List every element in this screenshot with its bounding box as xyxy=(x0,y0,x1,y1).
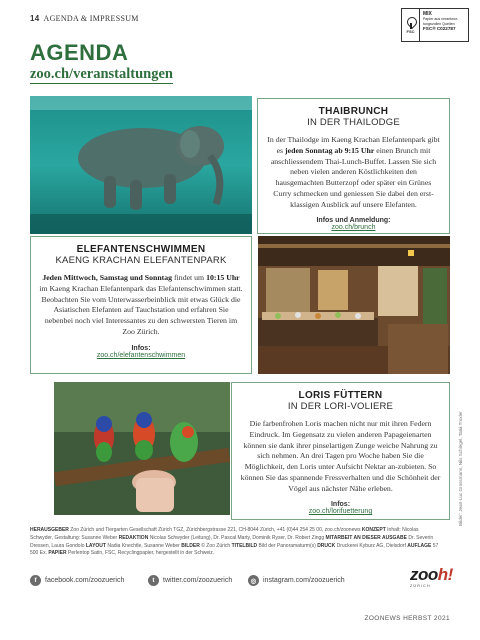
loris-card xyxy=(231,382,450,520)
fsc-mix: MIX xyxy=(423,11,432,17)
footer-issue: ZOONEWS HERBST 2021 xyxy=(364,615,450,622)
zoo-zurich-logo: zooh! ZÜRICH xyxy=(410,565,453,588)
facebook-icon: f xyxy=(30,575,41,586)
elefanten-text: Jeden Mittwoch, Samstag und Sonntag findet um 10:15 Uhr im Kaeng Krachan Elefantenpark das Elefantenschwimmen statt. Beobachten Sie vom Unterwasserbeinblick mit etwas Glück die Asiatischen Elefanten auf Tauchstation und erfahren Sie nebenbei noch viel Interessantes zu den schwersten Tieren im Zoo Zürich. xyxy=(39,273,243,336)
twitter-link[interactable]: t twitter.com/zoozuerich xyxy=(148,575,232,586)
page-number: 14 xyxy=(30,14,40,23)
fsc-code: FSC® C022787 xyxy=(423,26,456,32)
fsc-line2: Papier aus verantwor- xyxy=(423,17,459,22)
imprint: HERAUSGEBER Zoo Zürich und Tiergarten Gesellschaft Zürich TGZ, Zürichbergstrasse 221, CH-8044 Zürich, +41 (0)44 254 25 00, zoo.ch/zoonews KONZEPT Inhalt: Nicolas Schwyder, Gestaltung: Susanne Weber REDAKTION Nicolas Schwyder (Leitung), Dr. Pascal Marty, Dominik Ryser, Dr. Robert Zingg MITARBEIT AN DIESER AUSGABE Dr. Severin Dressen, Laura Gondolo LAYOUT Nadia Knechtle, Susanne Weber BILDER © Zoo Zürich TITELBILD Bild der Panoramaturm(s) DRUCK Druckerei Kyburz AG, Dielsdorf AUFLAGE 57 500 Ex. PAPIER Perlentop Satin, FSC, Recyclingpapier, hergestellt in der Schweiz. xyxy=(30,527,439,557)
elefanten-subtitle: KAENG KRACHAN ELEFANTENPARK xyxy=(55,255,227,266)
fsc-label xyxy=(401,8,469,42)
elephant-swimming-photo xyxy=(30,96,252,234)
agenda-link[interactable]: zoo.ch/veranstaltungen xyxy=(30,66,173,82)
loris-info-label: Infos: xyxy=(330,501,351,509)
loris-subtitle: IN DER LORI-VOLIERE xyxy=(287,401,394,412)
elefantenschwimmen-card xyxy=(30,236,252,374)
fsc-mark: FSC xyxy=(406,28,415,34)
thaibrunch-text: In der Thailodge im Kaeng Krachan Elefantenpark gibt es jeden Sonntag ab 9:15 Uhr einen Brunch mit anschliessendem Thai-Lunch-Buffet. Lassen Sie sich neben vielen anderen Köstlichkeiten den hausgemachten Butterzopf oder später ein Grünes Curry schmecken und geniessen Sie dabei den erst-klassigen Ausblick auf unsere Elefanten. xyxy=(267,135,440,209)
page-header xyxy=(30,14,139,23)
page-title: AGENDA xyxy=(30,40,129,65)
instagram-link[interactable]: ◎ instagram.com/zoozuerich xyxy=(248,575,345,586)
thailodge-restaurant-photo xyxy=(258,236,450,374)
section-title: AGENDA & IMPRESSUM xyxy=(43,14,139,23)
fsc-tree-icon xyxy=(402,9,420,41)
twitter-icon: t xyxy=(148,575,159,586)
elefanten-link[interactable]: zoo.ch/elefantenschwimmen xyxy=(96,351,186,359)
facebook-link[interactable]: f facebook.com/zoozuerich xyxy=(30,575,124,586)
elefanten-info-label: Infos: xyxy=(131,344,151,352)
thaibrunch-info-label: Infos und Anmeldung: xyxy=(316,217,391,225)
thaibrunch-subtitle: IN DER THAILODGE xyxy=(307,117,400,128)
thaibrunch-card xyxy=(257,98,450,234)
fsc-line3: tungsvollen Quellen xyxy=(423,21,455,26)
loris-link[interactable]: zoo.ch/lorifuetterung xyxy=(308,508,373,516)
photo-credits: Bilder: Jean-Luc Grossmann, Nils Schlegel, Tatiá Troxler xyxy=(458,411,463,526)
lori-birds-photo xyxy=(54,382,230,515)
instagram-icon: ◎ xyxy=(248,575,259,586)
thaibrunch-title: THAIBRUNCH xyxy=(318,106,389,117)
loris-text: Die farbenfrohen Loris machen nicht nur mit ihren Federn Eindruck. Im Gegensatz zu vielen anderen Papageienarten können sie dank ihrer pinselartigen Zunge weiche Nahrung zu sich nehmen. An drei Tagen pro Woche haben Sie die Möglichkeit, den Loris unter Aufsicht Nektar an-zubieten. So können Sie das spannende Fressverhalten und die Schönheit der Vögel aus nächster Nähe erleben. xyxy=(240,419,441,493)
thaibrunch-link[interactable]: zoo.ch/brunch xyxy=(331,224,376,232)
elefanten-title: ELEFANTENSCHWIMMEN xyxy=(76,244,206,255)
loris-title: LORIS FÜTTERN xyxy=(298,390,383,401)
